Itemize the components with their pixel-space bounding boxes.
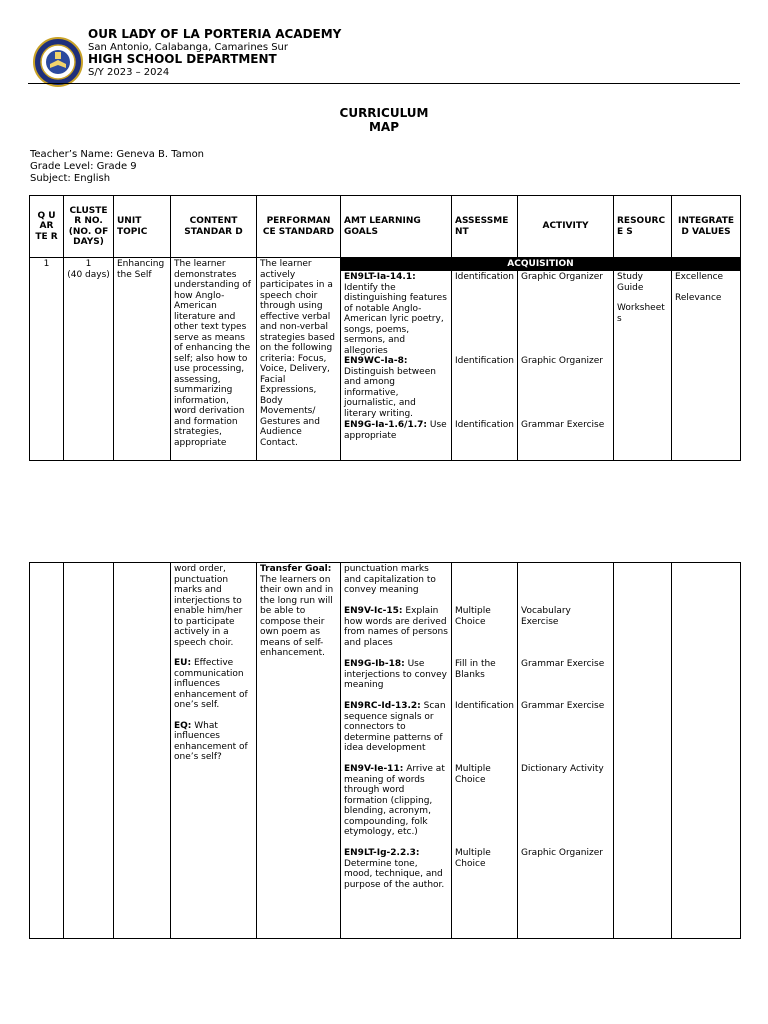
eq-label: EQ: xyxy=(174,720,192,731)
header-quarter: Q U AR TE R xyxy=(30,196,64,258)
goal-code: EN9RC-Id-13.2: xyxy=(344,701,421,711)
curriculum-table-page-1 xyxy=(29,195,741,461)
goal-code: EN9G-Ib-18: xyxy=(344,659,405,669)
cell-assessment xyxy=(452,271,518,461)
cell-assessment-cont xyxy=(452,563,518,939)
cell-activity-cont xyxy=(518,563,614,939)
cell-values-cont xyxy=(672,563,741,939)
essential-understanding xyxy=(174,658,253,711)
school-header xyxy=(88,28,341,79)
cell-quarter-cont xyxy=(30,563,64,939)
assessment-item: Identification xyxy=(455,420,515,430)
goal-code: EN9G-Ia-1.6/1.7: xyxy=(344,420,427,430)
subject: Subject: English xyxy=(30,173,111,184)
activity-item: Grammar Exercise xyxy=(521,420,605,430)
goal-text: Use interjections to convey meaning xyxy=(344,659,447,690)
acquisition-row xyxy=(30,258,741,271)
cell-cluster-cont xyxy=(64,563,114,939)
goal-item xyxy=(344,272,448,356)
assessment-item: Multiple Choice xyxy=(455,764,491,785)
school-seal-logo xyxy=(33,37,83,87)
header-resources: RESOURCE S xyxy=(614,196,672,258)
eq-text: What influences enhancement of one’s self? xyxy=(174,720,248,762)
cell-performance-standard xyxy=(257,258,341,461)
cell-quarter xyxy=(30,258,64,461)
goal-code: EN9WC-Ia-8: xyxy=(344,356,408,366)
goal-code: EN9V-Ie-11: xyxy=(344,764,404,774)
activity-item: Grammar Exercise xyxy=(521,659,605,669)
header-unit-topic: UNIT TOPIC xyxy=(114,196,171,258)
cell-activity xyxy=(518,271,614,461)
goal-code: EN9LT-Ia-14.1: xyxy=(344,272,416,282)
goal-item xyxy=(344,420,448,441)
header-assessment: ASSESSME NT xyxy=(452,196,518,258)
assessment-item: Multiple Choice xyxy=(455,848,491,869)
assessment-item: Fill in the Blanks xyxy=(455,659,496,680)
header-cluster: CLUSTE R NO. (NO. OF DAYS) xyxy=(64,196,114,258)
school-name: OUR LADY OF LA PORTERIA ACADEMY xyxy=(88,27,342,41)
header-performance-standard: PERFORMAN CE STANDARD xyxy=(257,196,341,258)
cell-unit-topic-cont xyxy=(114,563,171,939)
cell-resources-cont xyxy=(614,563,672,939)
content-standard-text: The learner demonstrates understanding of how Anglo-American literature and other text types serve as means of enhancing the self; also how to use processing, assessing, summarizing information, word derivation and formation strategies, appropriate xyxy=(174,259,251,448)
activity-item: Graphic Organizer xyxy=(521,272,603,282)
cluster-number: 1 xyxy=(85,259,92,269)
header-divider xyxy=(28,83,740,84)
cell-unit-topic xyxy=(114,258,171,461)
eu-text: Effective communication influences enhancement of one’s self. xyxy=(174,658,248,710)
header-values: INTEGRATE D VALUES xyxy=(672,196,741,258)
goal-item xyxy=(344,764,448,848)
quarter-value: 1 xyxy=(43,259,50,269)
cell-amt-goals-cont xyxy=(341,563,452,939)
page-title xyxy=(0,107,768,135)
goal-text: Explain how words are derived from names of persons and places xyxy=(344,606,448,648)
resource-item: Study Guide xyxy=(617,272,644,293)
goal-item xyxy=(344,701,448,764)
goal-text: Distinguish between and among informative, journalistic, and literary writing. xyxy=(344,366,436,419)
cell-content-standard-cont xyxy=(171,563,257,939)
value-item: Excellence xyxy=(675,272,724,282)
cell-performance-standard-cont xyxy=(257,563,341,939)
essential-question xyxy=(174,721,253,763)
cell-amt-goals xyxy=(341,271,452,461)
header-content-standard: CONTENT STANDAR D xyxy=(171,196,257,258)
header-activity: ACTIVITY xyxy=(518,196,614,258)
assessment-item: Identification xyxy=(455,356,515,366)
transfer-goal-text: The learners on their own and in the long run will be able to compose their own poem as means of self-enhancement. xyxy=(260,574,334,658)
content-standard-continued: word order, punctuation marks and interjections to enable him/her to participate actively in a speech choir. xyxy=(174,564,243,648)
resource-item: Worksheets xyxy=(617,303,665,324)
curriculum-table-page-2 xyxy=(29,562,741,939)
eu-label: EU: xyxy=(174,658,192,668)
activity-item: Dictionary Activity xyxy=(521,764,604,774)
title-line-1: CURRICULUM xyxy=(339,106,429,120)
cluster-days: (40 days) xyxy=(67,269,110,280)
assessment-item: Multiple Choice xyxy=(455,606,491,627)
title-line-2: MAP xyxy=(368,119,400,134)
goal-item xyxy=(344,848,448,890)
page2-body-row xyxy=(30,563,741,939)
cell-content-standard xyxy=(171,258,257,461)
assessment-item: Identification xyxy=(455,701,515,711)
cell-cluster xyxy=(64,258,114,461)
activity-item: Grammar Exercise xyxy=(521,701,605,711)
teacher-name: Teacher’s Name: Geneva B. Tamon xyxy=(30,149,205,160)
school-year: S/Y 2023 – 2024 xyxy=(88,67,170,79)
activity-item: Vocabulary Exercise xyxy=(521,606,571,627)
acquisition-banner: ACQUISITION xyxy=(341,258,741,271)
cell-resources xyxy=(614,271,672,461)
goal-item xyxy=(344,659,448,701)
transfer-goal-label: Transfer Goal: xyxy=(260,564,332,574)
goal-text: Determine tone, mood, technique, and purpose of the author. xyxy=(344,858,445,890)
goal-item xyxy=(344,606,448,659)
cell-values xyxy=(672,271,741,461)
goal-code: EN9LT-Ig-2.2.3: xyxy=(344,848,420,858)
performance-standard-text: The learner actively participates in a speech choir through using effective verbal and non-verbal strategies based on the following criteria: Focus, Voice, Delivery, Facial Expressions, Body Movements/ Gestures and Audience Contact. xyxy=(260,259,335,448)
unit-topic-text: Enhancing the Self xyxy=(117,259,165,280)
table-header-row xyxy=(30,196,741,258)
goal-text: Arrive at meaning of words through word formation (clipping, blending, acronym, compounding, folk etymology, etc.) xyxy=(344,764,445,837)
header-amt-goals: AMT LEARNING GOALS xyxy=(341,196,452,258)
goal-text: Use appropriate xyxy=(344,420,447,441)
goal-text: Identify the distinguishing features of notable Anglo-American lyric poetry, songs, poems, sermons, and allegories xyxy=(344,282,447,356)
goal-continued: punctuation marks and capitalization to convey meaning xyxy=(344,564,436,595)
activity-item: Graphic Organizer xyxy=(521,848,603,858)
goal-text: Scan sequence signals or connectors to determine patterns of idea development xyxy=(344,701,446,753)
grade-level: Grade Level: Grade 9 xyxy=(30,161,137,172)
assessment-item: Identification xyxy=(455,272,515,282)
goal-code: EN9V-Ic-15: xyxy=(344,606,403,616)
activity-item: Graphic Organizer xyxy=(521,356,603,366)
school-address: San Antonio, Calabanga, Camarines Sur xyxy=(88,41,289,53)
department-name: HIGH SCHOOL DEPARTMENT xyxy=(88,52,277,67)
value-item: Relevance xyxy=(675,292,722,303)
teacher-info xyxy=(30,149,204,185)
goal-item xyxy=(344,356,448,420)
